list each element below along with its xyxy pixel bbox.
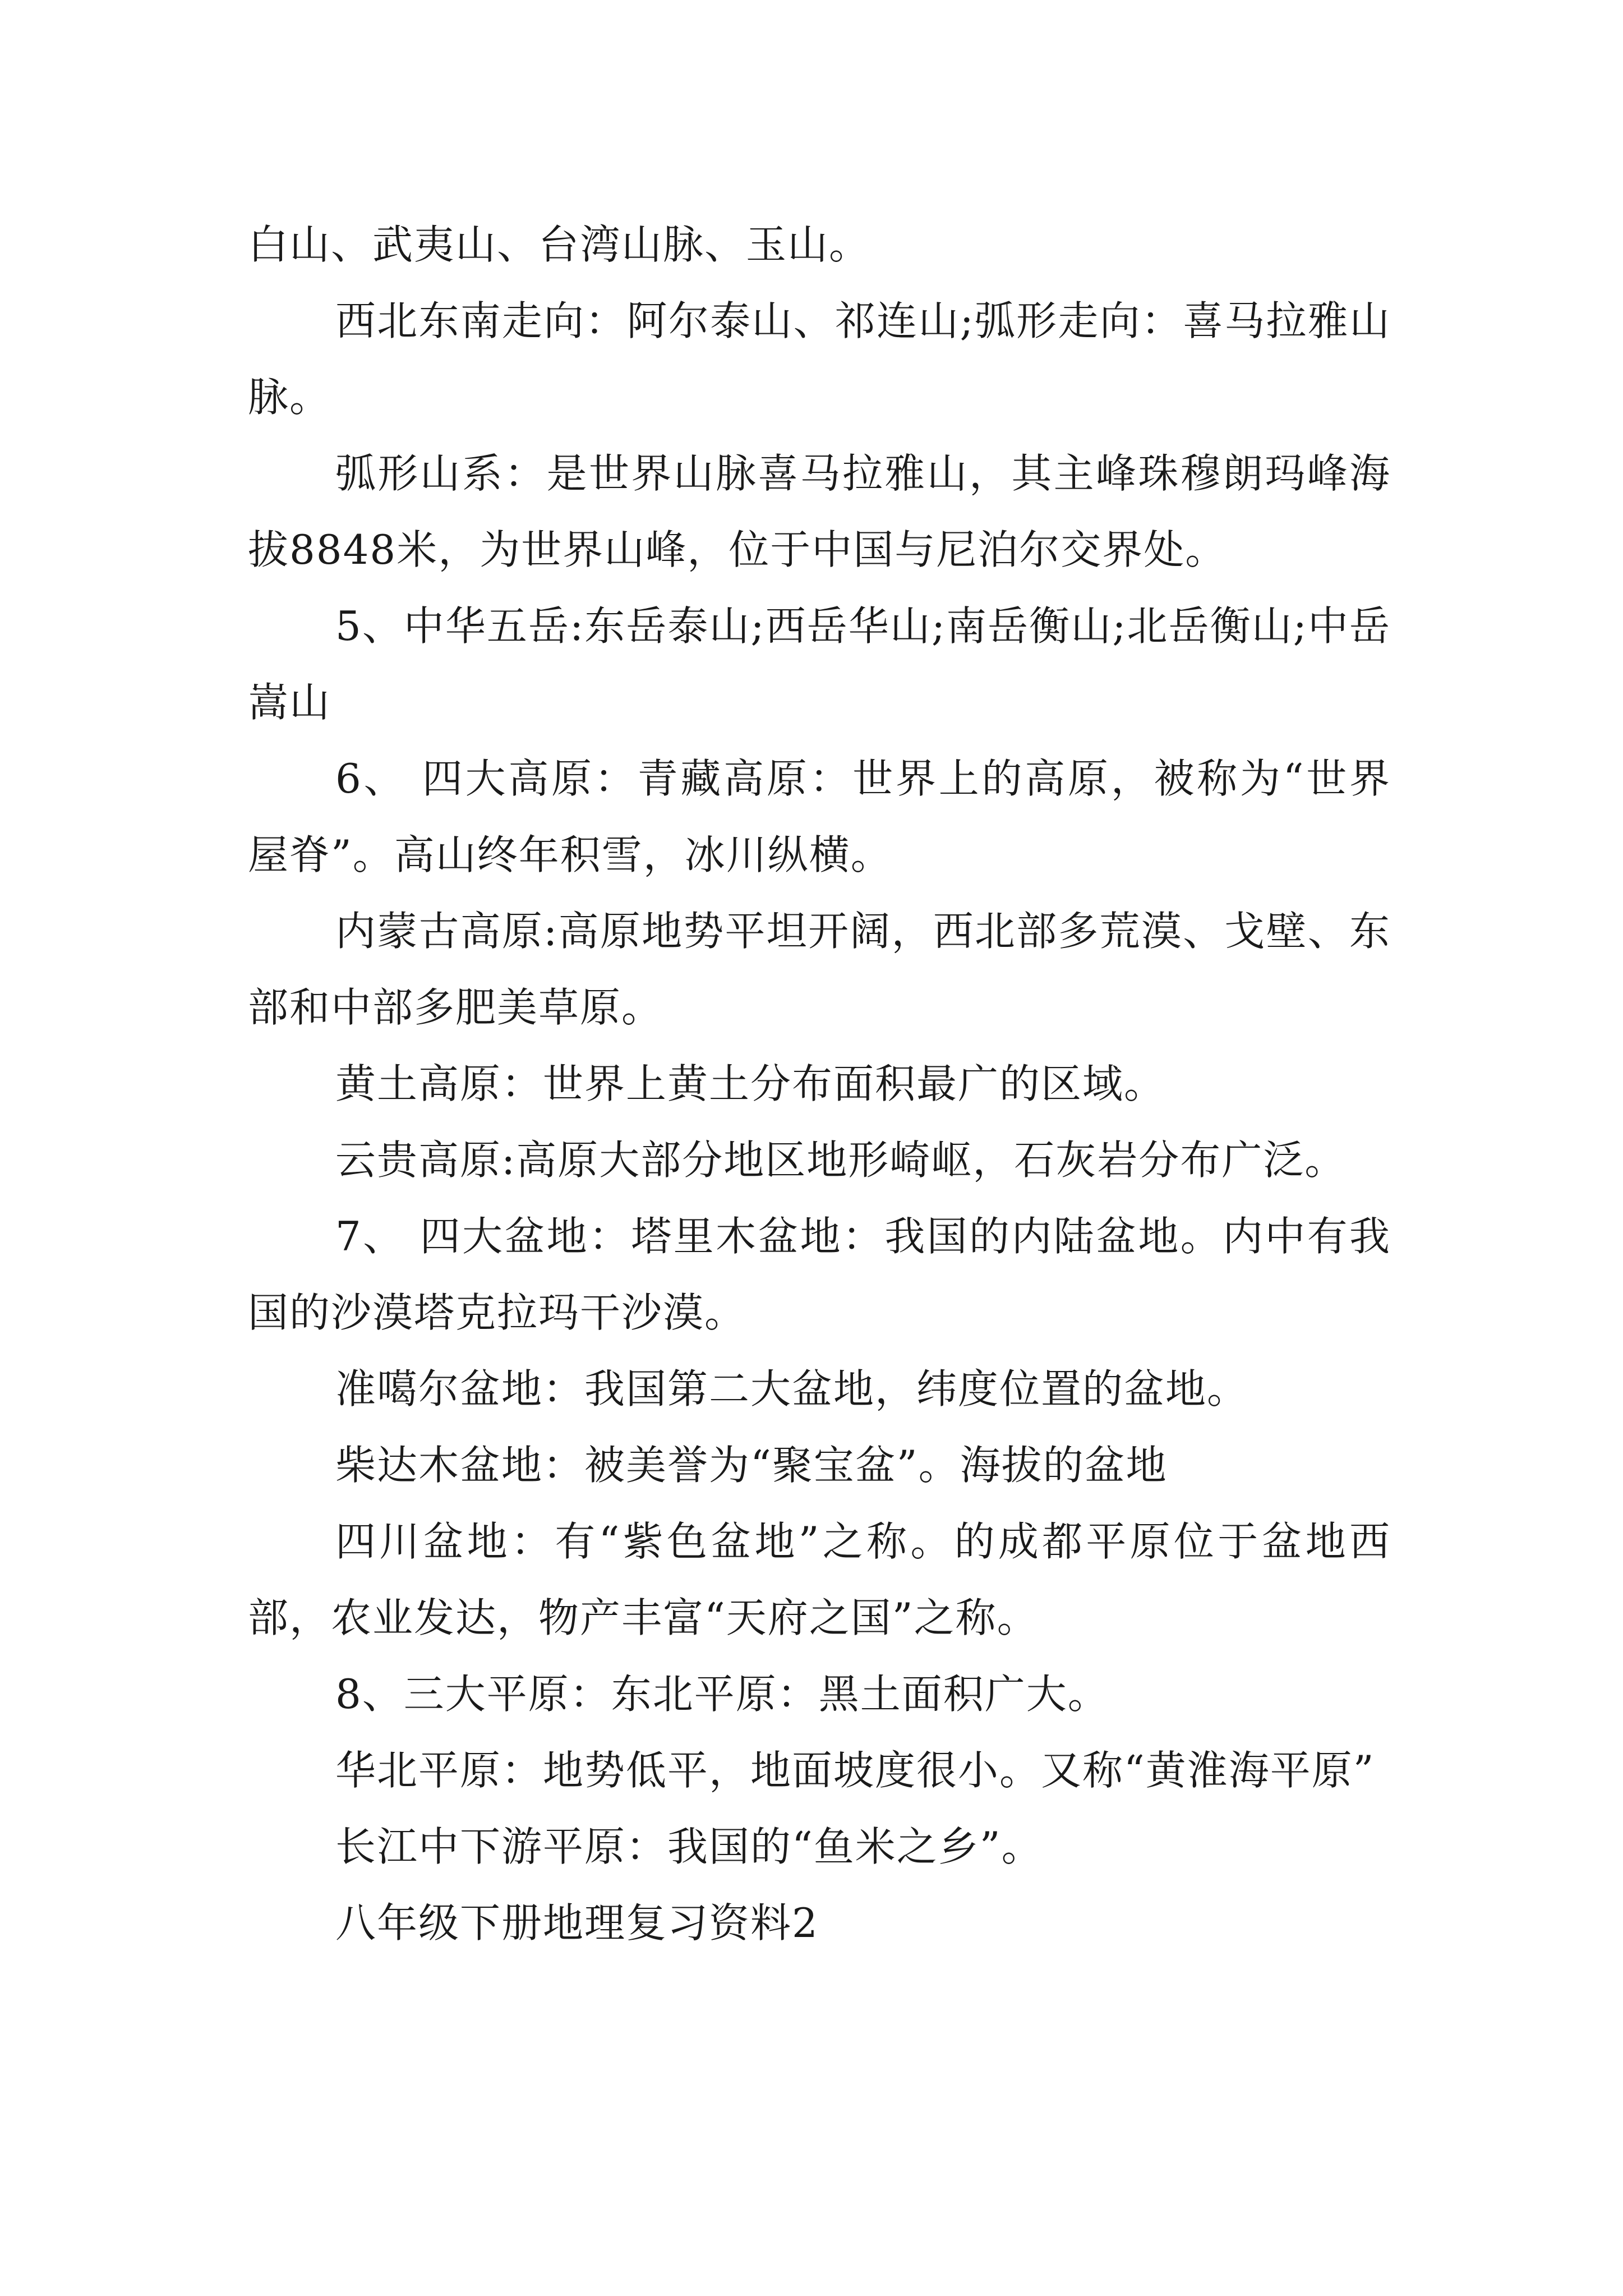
paragraph-qaidam-basin: 柴达木盆地：被美誉为“聚宝盆”。海拔的盆地 bbox=[335, 1442, 1168, 1489]
paragraph-four-plateaus: 6、 四大高原：青藏高原：世界上的高原，被称为“世界屋脊”。高山终年积雪，冰川纵横。 bbox=[248, 755, 1391, 878]
paragraph-mountains-continued: 白山、武夷山、台湾山脉、玉山。 bbox=[248, 221, 871, 268]
paragraph-five-mountains: 5、中华五岳:东岳泰山;西岳华山;南岳衡山;北岳衡山;中岳嵩山 bbox=[248, 602, 1391, 726]
paragraph-junggar-basin: 准噶尔盆地：我国第二大盆地，纬度位置的盆地。 bbox=[335, 1365, 1249, 1412]
paragraph-sichuan-basin: 四川盆地：有“紫色盆地”之称。的成都平原位于盆地西部，农业发达，物产丰富“天府之国”之称。 bbox=[248, 1518, 1391, 1641]
paragraph-four-basins: 7、 四大盆地：塔里木盆地：我国的内陆盆地。内中有我国的沙漠塔克拉玛干沙漠。 bbox=[248, 1213, 1391, 1336]
paragraph-loess-plateau: 黄土高原：世界上黄土分布面积最广的区域。 bbox=[335, 1060, 1166, 1107]
document-body bbox=[248, 206, 1391, 1961]
paragraph-arc-mountains: 弧形山系：是世界山脉喜马拉雅山，其主峰珠穆朗玛峰海拔8848米，为世界山峰，位于中国与尼泊尔交界处。 bbox=[248, 450, 1391, 573]
paragraph-yangtze-plain: 长江中下游平原：我国的“鱼米之乡”。 bbox=[335, 1823, 1043, 1870]
paragraph-inner-mongolia-plateau: 内蒙古高原:高原地势平坦开阔，西北部多荒漠、戈壁、东部和中部多肥美草原。 bbox=[248, 908, 1391, 1031]
paragraph-yunnan-guizhou-plateau: 云贵高原:高原大部分地区地形崎岖，石灰岩分布广泛。 bbox=[335, 1137, 1347, 1184]
paragraph-north-china-plain: 华北平原：地势低平，地面坡度很小。又称“黄淮海平原” bbox=[335, 1747, 1375, 1794]
paragraph-northwest-southeast: 西北东南走向：阿尔泰山、祁连山;弧形走向：喜马拉雅山脉。 bbox=[248, 297, 1391, 421]
paragraph-three-plains: 8、三大平原：东北平原：黑土面积广大。 bbox=[335, 1671, 1109, 1718]
paragraph-section-title: 八年级下册地理复习资料2 bbox=[335, 1899, 819, 1947]
